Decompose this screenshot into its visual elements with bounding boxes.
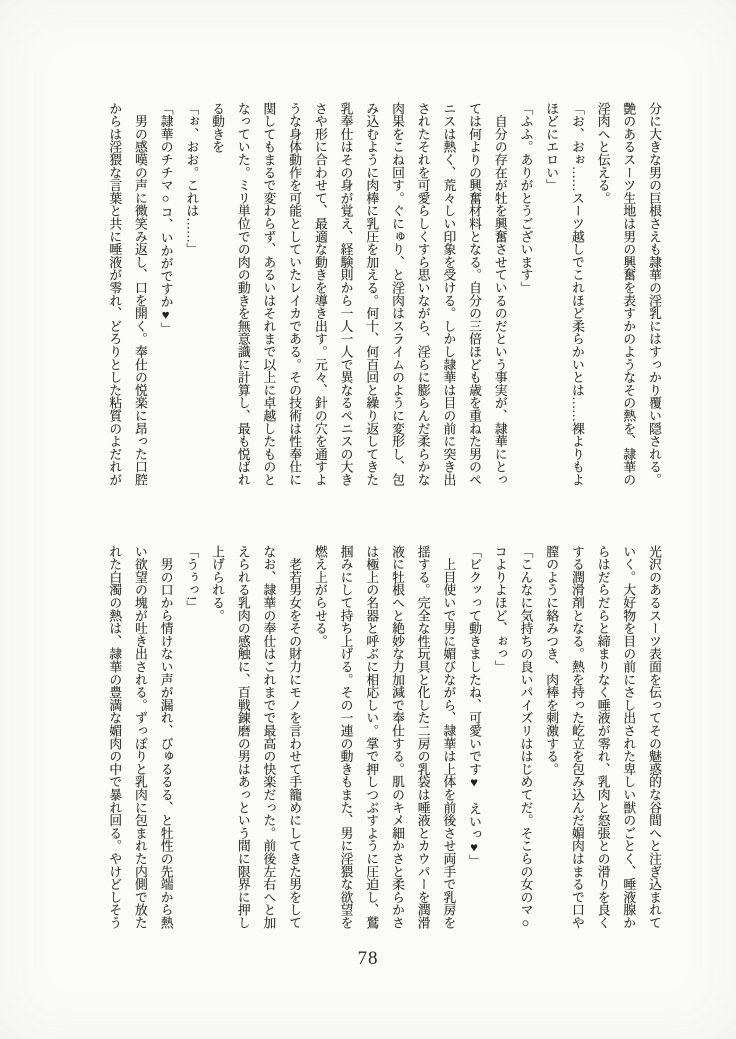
text-line: 肉果をこね回す。ぐにゅり、と淫肉はスライムのように変形し、包	[389, 102, 404, 486]
text-line: うな身体動作を可能としていたレイカである。その技術は性奉仕に	[287, 102, 302, 486]
text-line: 老若男女をその財力にモノを言わせて手籠めにしてきた男をして	[287, 545, 302, 929]
text-line: らはだらだらと締まりなく唾液が零れ、乳肉と怒張との滑りを良く	[595, 545, 610, 929]
text-line: からは淫猥な言葉と共に唾液が零れ、どろりとした粘質のよだれが	[107, 102, 122, 486]
text-line: 液に牡根へと絶妙な力加減で奉仕する。肌のキメ細かさと柔らかさ	[389, 545, 404, 929]
text-line: ては何よりの興奮材料となる。自分の三倍ほども歳を重ねた男のペ	[467, 102, 482, 486]
text-line: 膣のように絡みつき、肉棒を刺激する。	[544, 545, 559, 776]
text-line: 掴みにして持ち上げる。その一連の動きもまた、男に淫猥な欲望を	[338, 545, 353, 929]
text-line: コよりよほど、ぉっ」	[492, 545, 507, 673]
text-block-bottom	[101, 545, 666, 933]
text-line: 艶のあるスーツ生地は男の興奮を表すかのようなその熱を、隷華の	[621, 102, 636, 486]
text-line: 光沢のあるスーツ表面を伝ってその魅惑的な谷間へと注ぎ込まれて	[647, 545, 661, 929]
text-line: えられる乳肉の感触に、百戦錬磨の男はあっという間に限界に押し	[235, 545, 250, 929]
text-line: 関してもまるで変わらず、あるいはそれまで以上に卓越したものと	[261, 102, 276, 486]
text-line: る動きを	[210, 102, 225, 154]
text-line: 分に大きな男の巨根さえも隷華の淫乳にはすっかり覆い隠される。	[647, 102, 661, 486]
text-block-top	[101, 102, 666, 490]
text-line: は極上の名器と呼ぶに相応しい。掌で押しつぶすように圧迫し、鷲	[364, 545, 379, 929]
text-line: 乳奉仕はその身が覚え、経験則から一人一人で異なるペニスの大き	[338, 102, 353, 486]
text-line: なお、隷華の奉仕はこれまでで最高の快楽だった。前後左右へと加	[261, 545, 276, 929]
text-line: 揺する。完全な性玩具と化した二房の乳袋は唾液とカウパーを潤滑	[415, 545, 430, 929]
text-line: 男の口から情けない声が漏れ、びゅるるる、と牡性の先端から熱	[158, 545, 173, 929]
text-line: 「ぉ、おお。これは……」	[184, 102, 199, 256]
text-line: する潤滑剤となる。熱を持った屹立を包み込んだ媚肉はまるで口や	[569, 545, 584, 929]
text-line: ほどにエロい」	[544, 102, 559, 192]
text-line: 「こんなに気持ちの良いパイズリははじめてだ。そこらの女のマ○	[518, 545, 533, 931]
text-line: いく。大好物を目の前にさし出された卑しい獣のごとく、唾液腺か	[621, 545, 636, 929]
text-line: されたそれを可愛らしくすら思いながら、淫らに膨らんだ柔らかな	[415, 102, 430, 486]
text-line: ニスは熱く、荒々しい印象を受ける。しかし隷華は目の前に突き出	[441, 102, 456, 486]
text-line: れた白濁の熱は、隷華の豊満な媚肉の中で暴れ回る。やけどしそう	[107, 545, 122, 929]
text-line: 燃え上がらせる。	[312, 545, 327, 648]
text-line: 「隷華のチチマ○コ、いかがですか♥」	[158, 102, 173, 335]
text-line: 男の感嘆の声に微笑み返し、口を開く。奉仕の悦楽に昂った口腔	[132, 102, 147, 486]
text-line: い欲望の塊が吐き出される。ずっぽりと乳肉に包まれた内側で放た	[132, 545, 147, 929]
text-line: 「うぅっ!」	[184, 545, 199, 614]
text-line: さや形に合わせて、最適な動きを導き出す。元々、針の穴を通すよ	[312, 102, 327, 486]
text-line: 上目使いで男に媚びながら、隷華は上体を前後させ両手で乳房を	[441, 545, 456, 929]
text-line: み込むように肉棒に乳圧を加える。何十、何百回と繰り返してきた	[364, 102, 379, 486]
text-line: 淫肉へと伝える。	[595, 102, 610, 205]
text-line: 「お、おぉ……スーツ越しでこれほど柔らかいとは……裸よりもよ	[569, 102, 584, 486]
text-line: 「ビクッって動きましたね、可愛いです♥ えいっ♥」	[467, 545, 482, 868]
text-line: 上げられる。	[210, 545, 225, 622]
text-line: 「ふふ。ありがとうございます」	[518, 102, 533, 294]
text-line: なっていた。ミリ単位での肉の動きを無意識に計算し、最も悦ばれ	[235, 102, 250, 486]
page-number: 78	[357, 948, 379, 969]
text-line: 自分の存在が牡を興奮させているのだという事実が、隷華にとっ	[492, 102, 507, 486]
